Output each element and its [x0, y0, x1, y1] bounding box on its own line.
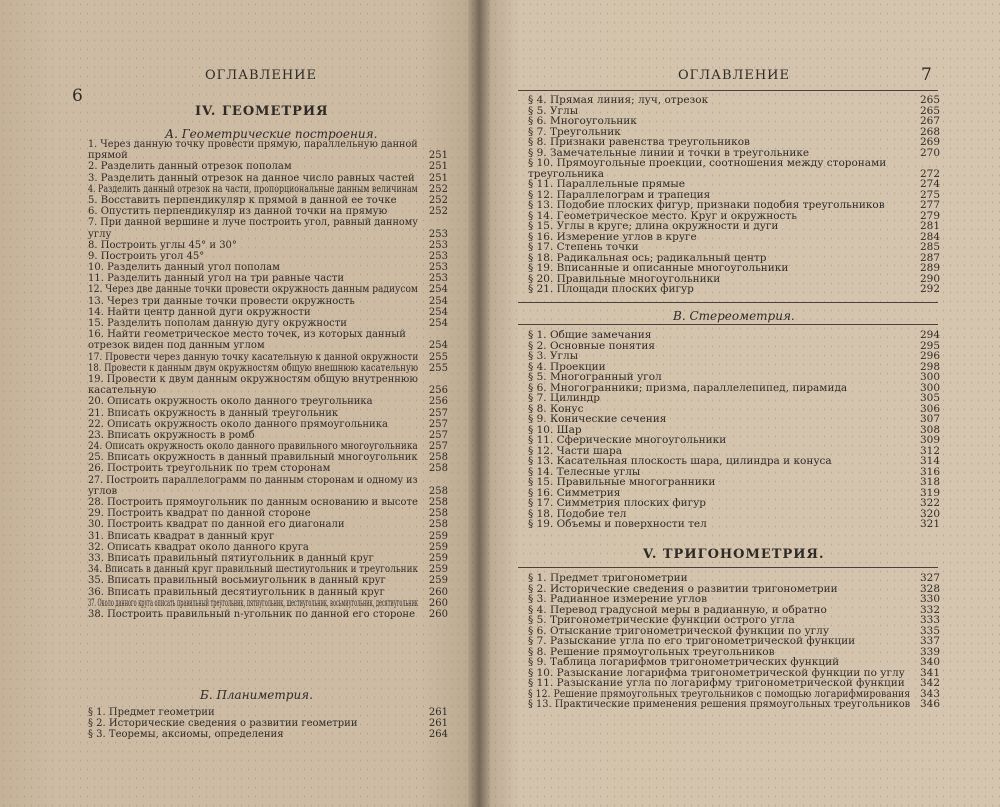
toc-entry-page: 295 [919, 339, 940, 352]
section-title-geometry: IV. ГЕОМЕТРИЯ [195, 104, 329, 119]
toc-entry-page: 259 [428, 564, 448, 576]
toc-entry-page: 296 [919, 350, 940, 362]
toc-entry-title: 32. Описать квадрат около данного круга [88, 541, 309, 553]
toc-entry-title: § 12. Решение прямоугольных треугольников с помощью логарифмирования [528, 687, 911, 700]
toc-entry [528, 116, 940, 127]
toc-entry-title: 33. Вписать правильный пятиугольник в данный круг [88, 552, 374, 564]
toc-entry-title: § 10. Шар [528, 423, 582, 436]
toc-entry-page: 322 [919, 497, 940, 509]
toc-entry-page: 270 [919, 146, 940, 159]
toc-entry-title: § 9. Замечательные линии и точки в треугольнике [528, 146, 810, 159]
toc-entry-page: 253 [428, 273, 448, 285]
toc-entry-page: 308 [919, 423, 940, 436]
subsection-stereometry: В. Стереометрия. [673, 309, 795, 323]
toc-entry-title: § 13. Практические применения решения прямоугольных треугольников [528, 698, 911, 710]
right-page [478, 0, 1000, 807]
toc-entry-page: 255 [428, 362, 448, 374]
toc-entry-page: 257 [428, 407, 448, 419]
toc-entry-page: 258 [428, 508, 448, 520]
left-page [0, 0, 478, 807]
toc-entry-title: углов [88, 485, 118, 497]
toc-entry-title: § 16. Измерение углов в круге [528, 230, 697, 243]
toc-entry [88, 576, 448, 587]
toc-entry-page: 321 [919, 518, 940, 530]
toc-entry-title: § 5. Тригонометрические функции острого угла [528, 614, 795, 626]
toc-entry [528, 519, 940, 530]
toc-entry-title: отрезок виден под данным углом [88, 340, 265, 352]
toc-entry-title: 21. Вписать окружность в данный треугольник [88, 407, 339, 419]
toc-entry [528, 200, 940, 211]
toc-entry-page: 259 [428, 552, 448, 564]
toc-entry-title: § 6. Отыскание тригонометрической функции по углу [528, 624, 830, 637]
toc-entry [528, 95, 940, 106]
toc-entry-title: 16. Найти геометрическое место точек, из которых данный [88, 329, 406, 341]
toc-entry-title: треугольника [528, 167, 604, 180]
toc-entry [88, 409, 448, 420]
toc-entry [88, 230, 448, 241]
toc-entry-title: § 6. Многогранники; призма, параллелепипед, пирамида [528, 381, 848, 394]
toc-entry-title: § 8. Признаки равенства треугольников [528, 136, 750, 148]
toc-entry-title: 34. Вписать в данный круг правильный шестиугольник и треугольник [88, 564, 419, 576]
toc-entry-page: 289 [919, 262, 940, 274]
toc-entry-page: 258 [428, 463, 448, 475]
toc-entry [528, 498, 940, 509]
toc-entry-page: 320 [919, 507, 940, 520]
toc-entry-title: § 19. Вписанные и описанные многоугольники [528, 262, 789, 274]
toc-entry-title: 5. Восставить перпендикуляр к прямой в данной ее точке [88, 194, 397, 206]
toc-entry [528, 699, 940, 710]
toc-entry-title: § 1. Общие замечания [528, 329, 652, 341]
toc-entry [528, 330, 940, 341]
toc-entry-page: 316 [919, 465, 940, 478]
toc-entry-page: 298 [919, 360, 940, 373]
toc-entry-page: 254 [428, 295, 448, 307]
toc-entry-page: 342 [919, 677, 940, 689]
toc-entry [528, 636, 940, 647]
toc-entry-title: 26. Построить треугольник по трем сторонам [88, 463, 331, 475]
toc-entry [528, 372, 940, 383]
toc-entry-title: § 7. Разыскание угла по его тригонометрической функции [528, 635, 856, 647]
toc-entry-title: § 17. Степень точки [528, 241, 639, 253]
toc-entry-title: 28. Построить прямоугольник по данным основанию и высоте [88, 497, 418, 508]
toc-entry [528, 594, 940, 605]
toc-entry-title: § 5. Углы [528, 104, 579, 117]
toc-entry-title: § 5. Многогранный угол [528, 371, 662, 383]
toc-entry-page: 258 [428, 485, 448, 497]
toc-entry-page: 260 [428, 608, 448, 620]
toc-entry-page: 300 [919, 381, 940, 394]
toc-entry-page: 254 [428, 318, 448, 329]
toc-entry-page: 300 [919, 371, 940, 383]
toc-entry-title: 35. Вписать правильный восьмиугольник в данный круг [88, 575, 386, 587]
toc-entry-title: § 21. Площади плоских фигур [528, 283, 694, 295]
toc-entry-page: 256 [428, 385, 448, 397]
toc-entry-title: § 16. Симметрия [528, 486, 621, 499]
toc-entry-page: 305 [919, 392, 940, 404]
toc-entry-title: 37. Около данного круга описать правильный треугольник, пятиугольник, шестиугольник, восьмиугольник, десятиугольник [88, 597, 418, 609]
toc-entry-title: § 3. Теоремы, аксиомы, определения [88, 729, 284, 741]
toc-entry-title: § 2. Исторические сведения о развитии геометрии [88, 718, 358, 730]
toc-entry-page: 254 [428, 306, 448, 318]
subsection-planimetry: Б. Планиметрия. [200, 688, 313, 702]
toc-entry [528, 221, 940, 232]
toc-entry-page: 272 [919, 167, 940, 180]
toc-entry-page: 335 [919, 624, 940, 637]
toc-entry-title: § 19. Объемы и поверхности тел [528, 518, 707, 530]
toc-entry-title: § 7. Треугольник [528, 125, 621, 138]
toc-entry [88, 397, 448, 408]
toc-entry [88, 520, 448, 531]
page-number-left: 6 [72, 86, 83, 106]
toc-entry-title: § 11. Сферические многоугольники [528, 434, 727, 446]
toc-entry-page: 265 [919, 94, 940, 106]
toc-entry-title: § 4. Перевод градусной меры в радианную, и обратно [528, 603, 827, 616]
toc-entry [528, 477, 940, 488]
toc-entry-title: § 11. Разыскание угла по логарифму тригонометрической функции [528, 677, 905, 689]
toc-entry-title: § 12. Параллелограм и трапеция [528, 188, 711, 201]
toc-entry [528, 573, 940, 584]
toc-entry-page: 261 [428, 707, 448, 718]
toc-entry-title: 7. При данной вершине и луче построить угол, равный данному [88, 217, 418, 229]
toc-entry-title: § 18. Радикальная ось; радикальный центр [528, 251, 767, 264]
toc-entry-title: 14. Найти центр данной дуги окружности [88, 306, 311, 318]
toc-entry-page: 330 [919, 593, 940, 605]
toc-entry-page: 290 [919, 272, 940, 285]
toc-entry-page: 251 [428, 150, 448, 162]
toc-entry [88, 730, 448, 741]
toc-entry-page: 339 [919, 645, 940, 658]
toc-entry-page: 333 [919, 614, 940, 626]
toc-entry-title: 12. Через две данные точки провести окружность данным радиусом [88, 284, 418, 296]
toc-entry-title: 22. Описать окружность около данного прямоугольника [88, 418, 388, 430]
toc-entry [528, 242, 940, 253]
toc-entry-page: 254 [428, 284, 448, 296]
toc-entry-page: 307 [919, 413, 940, 425]
toc-entry-title: 29. Построить квадрат по данной стороне [88, 508, 311, 520]
running-head-left: ОГЛАВЛЕНИЕ [205, 68, 318, 83]
toc-entry [528, 615, 940, 626]
section-rule [518, 302, 938, 303]
toc-entry [88, 476, 448, 487]
toc-entry-title: касательную [88, 385, 157, 397]
toc-entry-page: 312 [919, 444, 940, 457]
toc-entry-title: § 14. Телесные углы [528, 465, 641, 478]
toc-entry-page: 277 [919, 199, 940, 211]
toc-entry-page: 257 [428, 441, 448, 453]
toc-entry [528, 284, 940, 295]
toc-entry-title: 38. Построить правильный n-угольник по данной его стороне [88, 608, 415, 620]
toc-entry-page: 258 [428, 519, 448, 531]
toc-entry-page: 279 [919, 209, 940, 222]
toc-entry-title: 30. Построить квадрат по данной его диагонали [88, 519, 345, 531]
toc-entry-page: 314 [919, 455, 940, 467]
toc-entry [528, 158, 940, 169]
toc-entry-page: 318 [919, 476, 940, 488]
toc-entry-title: § 17. Симметрия плоских фигур [528, 497, 707, 509]
toc-entry-title: 23. Вписать окружность в ромб [88, 429, 255, 441]
toc-entry [528, 341, 940, 352]
toc-entry [528, 393, 940, 404]
toc-entry-page: 251 [428, 172, 448, 184]
toc-entry-page: 340 [919, 656, 940, 668]
toc-entry [528, 263, 940, 274]
toc-entry-title: § 11. Параллельные прямые [528, 178, 685, 190]
toc-entry-page: 257 [428, 418, 448, 430]
toc-entry-page: 341 [919, 666, 940, 679]
toc-list-constructions [88, 140, 448, 621]
toc-entry-title: § 18. Подобие тел [528, 507, 627, 520]
toc-entry [88, 140, 448, 151]
toc-entry-page: 281 [919, 220, 940, 232]
toc-entry-title: § 14. Геометрическое место. Круг и окружность [528, 209, 797, 222]
toc-entry-page: 268 [919, 125, 940, 138]
toc-entry-title: § 10. Прямоугольные проекции, соотношения между сторонами [528, 157, 887, 169]
toc-entry-page: 274 [919, 178, 940, 190]
toc-entry-title: § 3. Углы [528, 350, 579, 362]
page-number-right: 7 [921, 65, 932, 85]
toc-entry-title: § 9. Таблица логарифмов тригонометрических функций [528, 656, 840, 668]
toc-entry-page: 332 [919, 603, 940, 616]
toc-entry-page: 260 [428, 597, 448, 609]
toc-entry-title: 4. Разделить данный отрезок на части, пропорциональные данным величинам [88, 183, 418, 195]
toc-entry-title: § 4. Проекции [528, 360, 606, 373]
toc-list-trigonometry [528, 573, 940, 710]
toc-entry-page: 259 [428, 541, 448, 553]
toc-entry-title: 8. Построить углы 45° и 30° [88, 239, 237, 251]
toc-entry-title: § 2. Основные понятия [528, 339, 655, 352]
toc-entry-title: § 10. Разыскание логарифма тригонометрической функции по углу [528, 666, 905, 679]
toc-entry-title: § 12. Части шара [528, 444, 623, 457]
toc-list-planimetry [88, 708, 448, 742]
toc-entry-title: 20. Описать окружность около данного треугольника [88, 396, 373, 408]
toc-entry-title: § 8. Решение прямоугольных треугольников [528, 645, 775, 658]
toc-entry-title: § 15. Правильные многогранники [528, 476, 716, 488]
toc-entry-title: § 7. Цилиндр [528, 392, 600, 404]
toc-entry [528, 137, 940, 148]
toc-entry-page: 285 [919, 241, 940, 253]
toc-entry-page: 258 [428, 497, 448, 508]
running-head-right: ОГЛАВЛЕНИЕ [678, 68, 791, 83]
toc-entry-page: 319 [919, 486, 940, 499]
toc-entry [528, 456, 940, 467]
toc-entry-page: 337 [919, 635, 940, 647]
section-rule [518, 567, 938, 568]
toc-entry-page: 346 [919, 698, 940, 710]
toc-entry-page: 287 [919, 251, 940, 264]
toc-entry-title: 13. Через три данные точки провести окружность [88, 295, 355, 307]
toc-entry-title: § 3. Радианное измерение углов [528, 593, 708, 605]
toc-entry [528, 351, 940, 362]
header-rule [518, 90, 938, 91]
toc-entry-page: 253 [428, 228, 448, 240]
toc-entry-title: § 2. Исторические сведения о развитии тригонометрии [528, 582, 838, 595]
toc-entry-page: 251 [428, 161, 448, 173]
toc-entry-title: 1. Через данную точку провести прямую, параллельную данной [88, 139, 418, 150]
toc-entry-title: 36. Вписать правильный десятиугольник в данный круг [88, 586, 385, 598]
toc-entry-title: § 1. Предмет геометрии [88, 707, 215, 718]
toc-list-planimetry-cont [528, 95, 940, 295]
toc-entry-page: 265 [919, 104, 940, 117]
toc-entry-title: углу [88, 228, 112, 240]
toc-entry-page: 284 [919, 230, 940, 243]
toc-entry [528, 179, 940, 190]
toc-entry-title: § 20. Правильные многоугольники [528, 272, 721, 285]
toc-entry-page: 327 [919, 572, 940, 584]
toc-entry-title: 9. Построить угол 45° [88, 250, 205, 262]
toc-entry-page: 253 [428, 239, 448, 251]
toc-entry-page: 252 [428, 206, 448, 218]
toc-entry-title: § 1. Предмет тригонометрии [528, 572, 688, 584]
toc-entry-page: 269 [919, 136, 940, 148]
toc-entry [528, 435, 940, 446]
toc-entry-page: 275 [919, 188, 940, 201]
toc-entry-page: 257 [428, 429, 448, 441]
toc-entry-page: 253 [428, 262, 448, 274]
toc-entry-title: 2. Разделить данный отрезок пополам [88, 161, 292, 173]
toc-entry-title: § 13. Касательная плоскость шара, цилиндра и конуса [528, 455, 832, 467]
toc-entry-page: 255 [428, 351, 448, 363]
toc-entry-title: § 8. Конус [528, 402, 584, 415]
toc-entry-title: 3. Разделить данный отрезок на данное число равных частей [88, 172, 415, 184]
toc-entry-title: 24. Описать окружность около данного правильного многоугольника [88, 441, 418, 453]
toc-entry [528, 657, 940, 668]
toc-entry-title: 31. Вписать квадрат в данный круг [88, 530, 275, 542]
toc-entry [88, 285, 448, 296]
toc-entry-title: § 4. Прямая линия; луч, отрезок [528, 94, 709, 106]
toc-entry [528, 414, 940, 425]
toc-entry-title: 27. Построить параллелограмм по данным сторонам и одному из [88, 474, 418, 486]
book-gutter [468, 0, 490, 807]
toc-entry-title: 11. Разделить данный угол на три равные части [88, 273, 345, 285]
toc-entry-page: 292 [919, 283, 940, 295]
toc-entry-title: § 9. Конические сечения [528, 413, 667, 425]
toc-list-stereometry [528, 330, 940, 530]
toc-entry-page: 259 [428, 575, 448, 587]
toc-entry-title: 19. Провести к двум данным окружностям общую внутреннюю [88, 373, 418, 385]
toc-entry-title: 17. Провести через данную точку касательную к данной окружности [88, 351, 419, 363]
section-title-trigonometry: V. ТРИГОНОМЕТРИЯ. [643, 547, 825, 562]
toc-entry-page: 267 [919, 115, 940, 127]
toc-entry-title: 25. Вписать окружность в данный правильный многоугольник [88, 452, 418, 464]
toc-entry-page: 261 [428, 718, 448, 730]
toc-entry-page: 264 [428, 729, 448, 741]
toc-entry-page: 309 [919, 434, 940, 446]
toc-entry-page: 328 [919, 582, 940, 595]
toc-entry-title: § 15. Углы в круге; длина окружности и дуги [528, 220, 779, 232]
toc-entry [88, 218, 448, 229]
toc-entry-title: 18. Провести к данным двум окружностям общую внешнюю касательную [88, 362, 419, 374]
toc-entry-page: 306 [919, 402, 940, 415]
toc-entry [88, 610, 448, 621]
toc-entry-page: 252 [428, 194, 448, 206]
toc-entry-page: 254 [428, 340, 448, 352]
toc-entry-title: 15. Разделить пополам данную дугу окружности [88, 318, 347, 329]
subsection-constructions: А. Геометрические построения. [165, 127, 378, 141]
toc-entry-page: 252 [428, 183, 448, 195]
toc-entry-title: 6. Опустить перпендикуляр из данной точки на прямую [88, 206, 388, 218]
toc-entry-page: 260 [428, 586, 448, 598]
toc-entry-page: 343 [919, 687, 940, 700]
toc-entry [88, 162, 448, 173]
toc-entry-page: 259 [428, 530, 448, 542]
toc-entry-page: 294 [919, 329, 940, 341]
toc-entry-title: § 13. Подобие плоских фигур, признаки подобия треугольников [528, 199, 885, 211]
toc-entry-title: § 6. Многоугольник [528, 115, 637, 127]
toc-entry-title: прямой [88, 150, 128, 162]
toc-entry-page: 256 [428, 396, 448, 408]
section-rule [518, 324, 938, 325]
toc-entry-page: 258 [428, 452, 448, 464]
toc-entry-page: 253 [428, 250, 448, 262]
toc-entry-title: 10. Разделить данный угол пополам [88, 262, 280, 274]
